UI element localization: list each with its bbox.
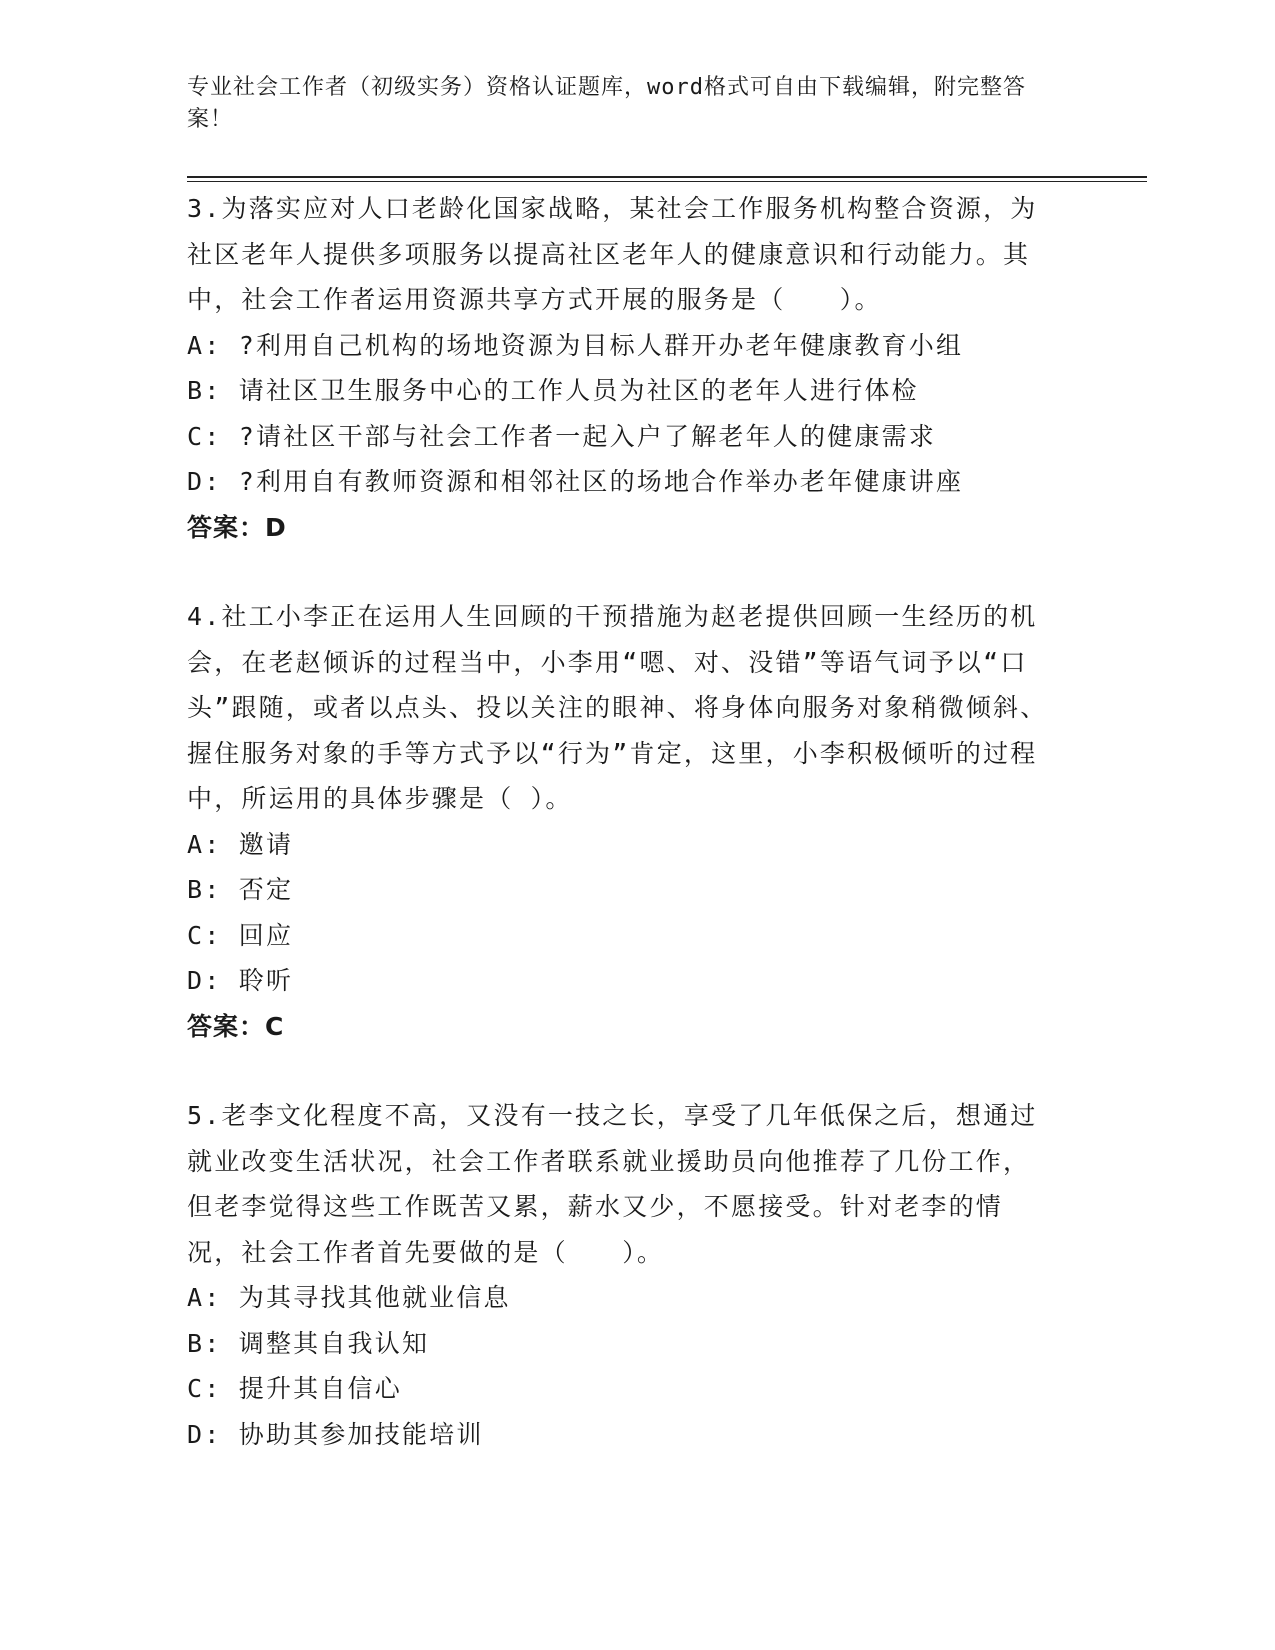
option-d: D: 聆听 (187, 966, 294, 995)
option-d: D: 协助其参加技能培训 (187, 1419, 484, 1449)
answer-label: 答案：C (187, 1011, 285, 1041)
question-spacer (187, 1049, 1057, 1093)
option-a: A: 邀请 (187, 829, 294, 859)
document-header: 专业社会工作者（初级实务）资格认证题库，word格式可自由下载编辑，附完整答案！ (187, 75, 1026, 132)
option-b: B: 否定 (187, 875, 294, 904)
question-stem: 3.为落实应对人口老龄化国家战略，某社会工作服务机构整合资源，为社区老年人提供多项服务以提高社区老年人的健康意识和行动能力。其中，社会工作者运用资源共享方式开展的服务是（ ）。 (187, 194, 1038, 314)
question-stem: 5.老李文化程度不高，又没有一技之长，享受了几年低保之后，想通过就业改变生活状况，社会工作者联系就业援助员向他推荐了几份工作，但老李觉得这些工作既苦又累，薪水又少，不愿接受。针对老李的情况，社会工作者首先要做的是（ ）。 (187, 1101, 1038, 1267)
question-spacer (187, 550, 1057, 594)
option-c: C: 回应 (187, 920, 294, 950)
question-stem: 4.社工小李正在运用人生回顾的干预措施为赵老提供回顾一生经历的机会，在老赵倾诉的过程当中，小李用“嗯、对、没错”等语气词予以“口头”跟随，或者以点头、投以关注的眼神、将身体向服务对象稍微倾斜、握住服务对象的手等方式予以“行为”肯定，这里，小李积极倾听的过程中，所运用的具体步骤是（ ）。 (187, 602, 1048, 813)
option-a: A: 为其寻找其他就业信息 (187, 1283, 511, 1312)
option-d: D: ?利用自有教师资源和相邻社区的场地合作举办老年健康讲座 (187, 467, 964, 496)
option-c: C: 提升其自信心 (187, 1374, 402, 1403)
option-c: C: ?请社区干部与社会工作者一起入户了解老年人的健康需求 (187, 421, 937, 451)
question-list (187, 186, 1057, 1457)
question-4 (187, 594, 1057, 1049)
option-b: B: 调整其自我认知 (187, 1328, 430, 1358)
answer-label: 答案：D (187, 512, 287, 542)
header-rule-thin (187, 181, 1147, 182)
option-b: B: 请社区卫生服务中心的工作人员为社区的老年人进行体检 (187, 376, 919, 405)
question-3 (187, 186, 1057, 550)
option-a: A: ?利用自己机构的场地资源为目标人群开办老年健康教育小组 (187, 330, 964, 360)
question-5 (187, 1093, 1057, 1457)
header-rule-thick (187, 176, 1147, 178)
